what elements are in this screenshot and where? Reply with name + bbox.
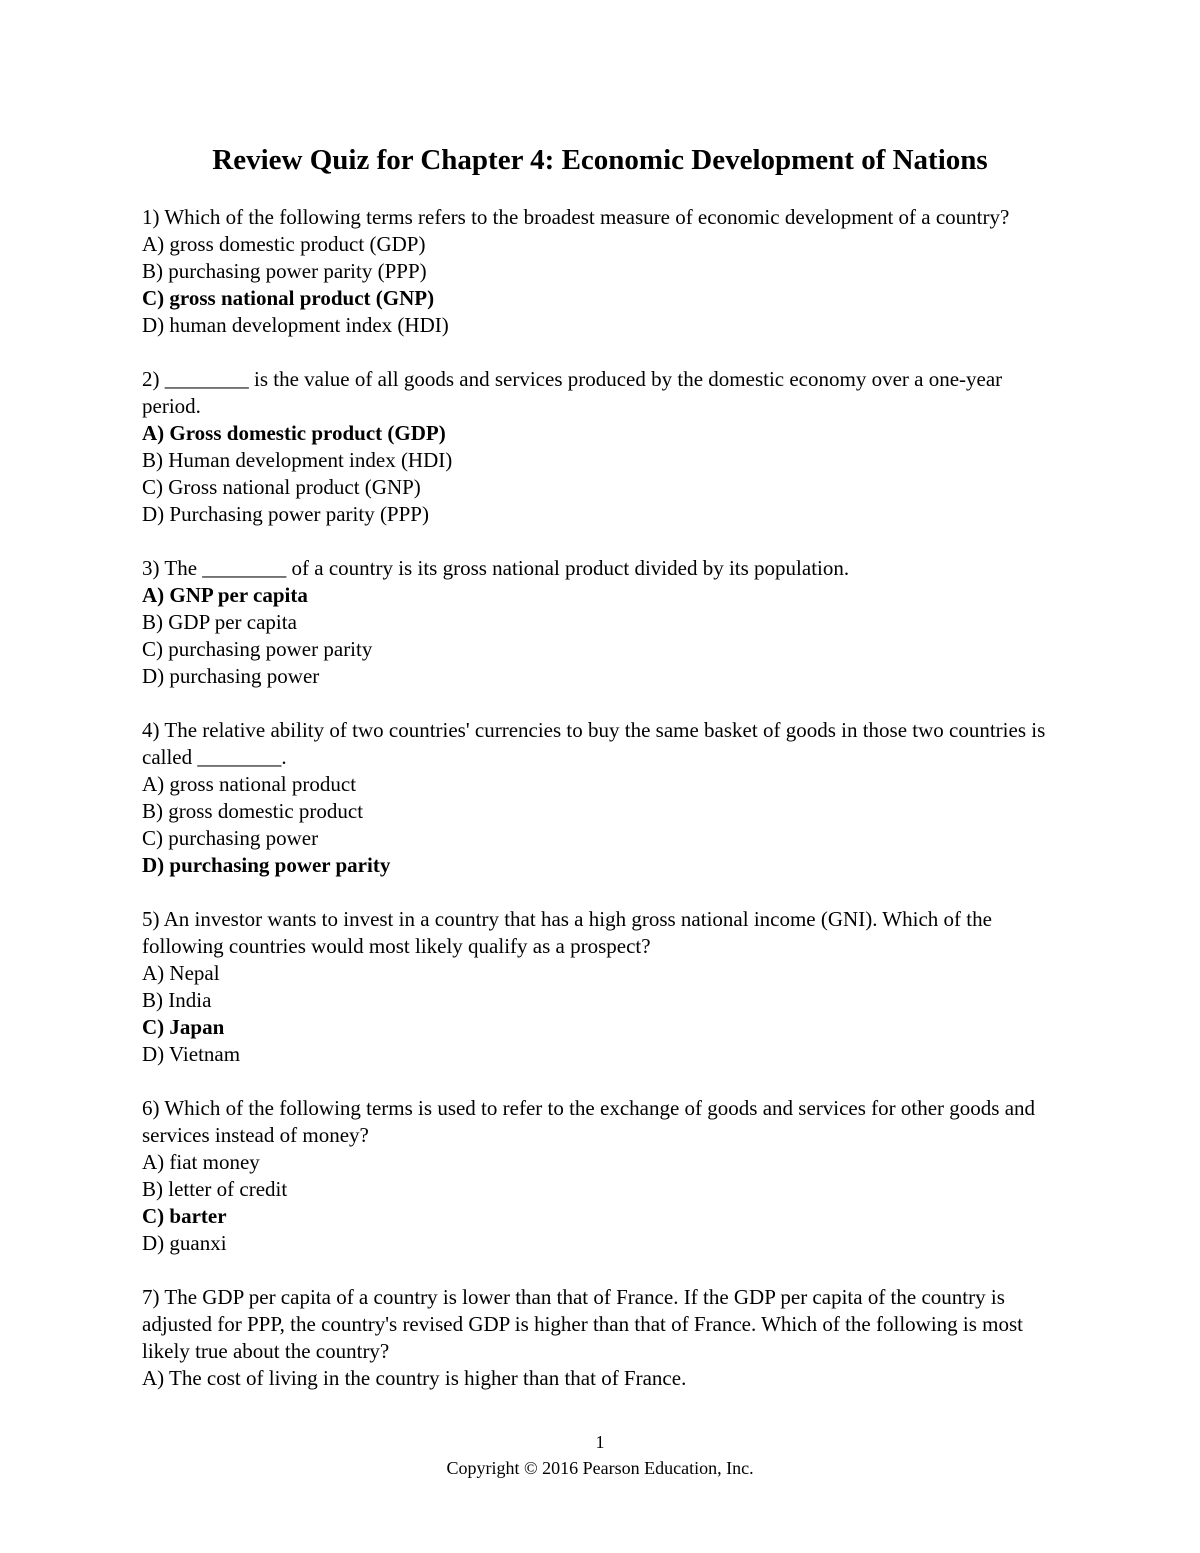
answer-option: C) Gross national product (GNP) <box>142 475 421 499</box>
answer-option: B) GDP per capita <box>142 610 297 634</box>
page-number: 1 <box>595 1432 605 1452</box>
correct-answer-option: D) purchasing power parity <box>142 853 391 877</box>
document-title: Review Quiz for Chapter 4: Economic Development of Nations <box>212 144 988 176</box>
quiz-questions <box>142 204 1052 1419</box>
answer-option: B) Human development index (HDI) <box>142 448 453 472</box>
correct-answer-option: C) barter <box>142 1204 227 1228</box>
question-4 <box>142 717 1052 879</box>
question-stem: 7) The GDP per capita of a country is lower than that of France. If the GDP per capita of the country is adjusted for PPP, the country's revised GDP is higher than that of France. Which of the following is most likely true about the country? <box>142 1285 1023 1363</box>
question-2 <box>142 366 1052 528</box>
question-stem: 1) Which of the following terms refers to the broadest measure of economic development of a country? <box>142 205 1010 229</box>
correct-answer-option: A) Gross domestic product (GDP) <box>142 421 446 445</box>
answer-option: A) gross domestic product (GDP) <box>142 232 426 256</box>
answer-option: D) Vietnam <box>142 1042 241 1066</box>
question-1 <box>142 204 1052 339</box>
question-stem: 6) Which of the following terms is used to refer to the exchange of goods and services for other goods and services instead of money? <box>142 1096 1036 1147</box>
question-stem: 2) ________ is the value of all goods and services produced by the domestic economy over a one-year period. <box>142 367 1003 418</box>
answer-option: B) letter of credit <box>142 1177 288 1201</box>
answer-option: D) guanxi <box>142 1231 227 1255</box>
question-stem: 5) An investor wants to invest in a country that has a high gross national income (GNI). Which of the following countries would most likely qualify as a prospect? <box>142 907 992 958</box>
answer-option: D) human development index (HDI) <box>142 313 449 337</box>
answer-option: D) Purchasing power parity (PPP) <box>142 502 429 526</box>
answer-option: A) gross national product <box>142 772 357 796</box>
answer-option: B) purchasing power parity (PPP) <box>142 259 427 283</box>
answer-option: C) purchasing power parity <box>142 637 373 661</box>
answer-option: B) India <box>142 988 212 1012</box>
question-6 <box>142 1095 1052 1257</box>
correct-answer-option: C) gross national product (GNP) <box>142 286 435 310</box>
question-stem: 3) The ________ of a country is its gross national product divided by its population. <box>142 556 850 580</box>
answer-option: A) Nepal <box>142 961 220 985</box>
answer-option: C) purchasing power <box>142 826 319 850</box>
answer-option: A) The cost of living in the country is higher than that of France. <box>142 1366 687 1390</box>
question-7 <box>142 1284 1052 1392</box>
correct-answer-option: C) Japan <box>142 1015 225 1039</box>
question-3 <box>142 555 1052 690</box>
answer-option: A) fiat money <box>142 1150 260 1174</box>
copyright-footer: Copyright © 2016 Pearson Education, Inc. <box>446 1458 754 1478</box>
question-stem: 4) The relative ability of two countries' currencies to buy the same basket of goods in those two countries is called ________. <box>142 718 1046 769</box>
correct-answer-option: A) GNP per capita <box>142 583 308 607</box>
answer-option: B) gross domestic product <box>142 799 364 823</box>
question-5 <box>142 906 1052 1068</box>
answer-option: D) purchasing power <box>142 664 320 688</box>
